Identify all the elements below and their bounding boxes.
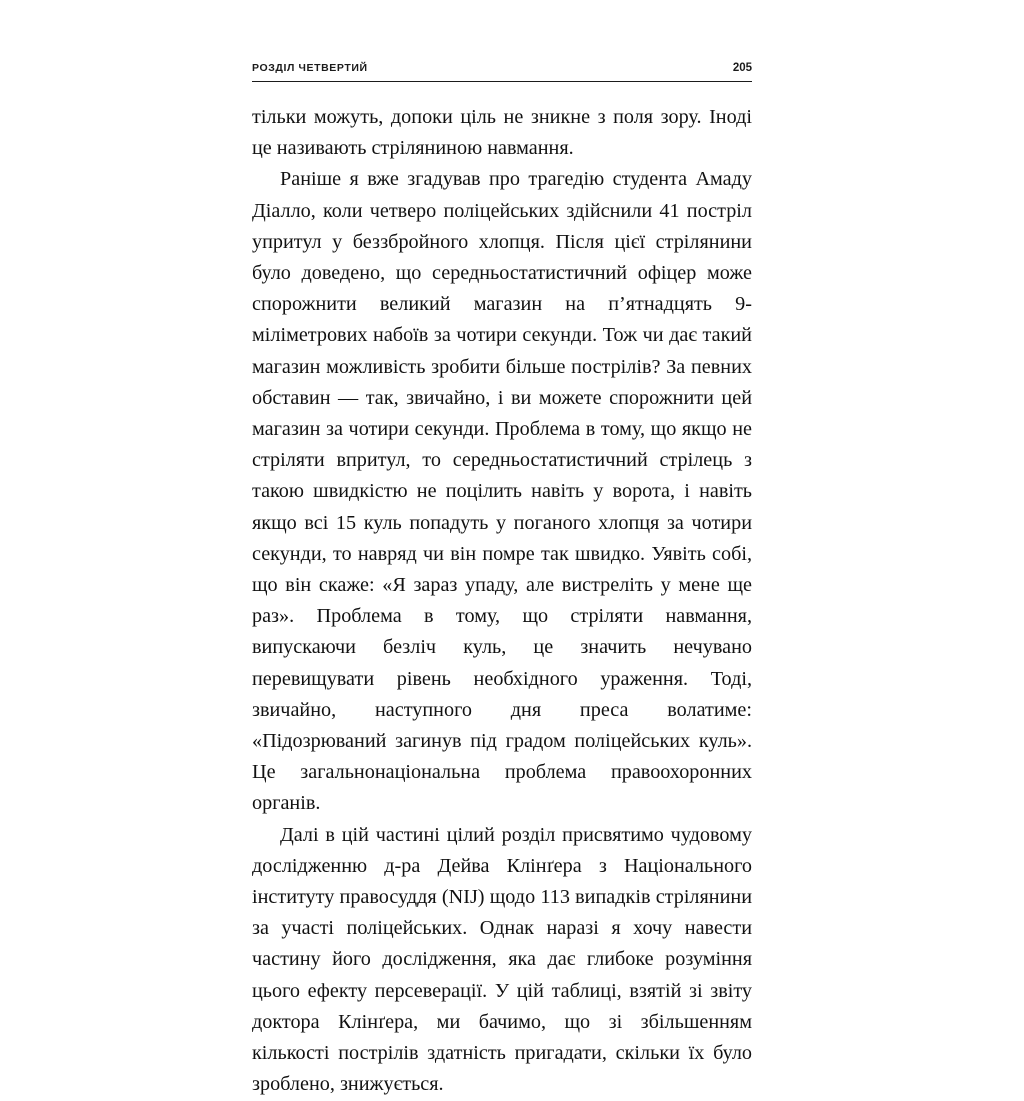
page-text-block — [252, 62, 752, 1101]
paragraph: Далі в цій частині цілий розділ присвятимо чудовому дослідженню д-ра Дейва Клінґера з Національного інституту правосуддя (NIJ) щодо 113 випадків стрілянини за участі поліцейських. Однак наразі я хочу навести частину його дослідження, яка дає глибоке розуміння цього ефекту персеверації. У цій таблиці, взятій зі звіту доктора Клінґера, ми бачимо, що зі збільшенням кількості пострілів здатність пригадати, скільки їх було зроблено, знижується. — [252, 823, 752, 1096]
body-text — [252, 102, 752, 1101]
running-head — [252, 62, 752, 82]
paragraph: Раніше я вже згадував про трагедію студента Амаду Діалло, коли четверо поліцейських здійснили 41 постріл упритул у беззбройного хлопця. Після цієї стрілянини було доведено, що середньостатистичний офіцер може спорожнити великий магазин на п’ятнадцять 9-міліметрових набоїв за чотири секунди. Тож чи дає такий магазин можливість зробити більше пострілів? За певних обставин — так, звичайно, і ви можете спорожнити цей магазин за чотири секунди. Проблема в тому, що якщо не стріляти впритул, то середньостатистичний стрілець з такою швидкістю не поцілить навіть у ворота, і навіть якщо всі 15 куль попадуть у поганого хлопця за чотири секунди, то навряд чи він помре так швидко. Уявіть собі, що він скаже: «Я зараз упаду, але вистреліть у мене ще раз». Проблема в тому, що стріляти навмання, випускаючи безліч куль, це значить нечувано перевищувати рівень необхідного ураження. Тоді, звичайно, наступного дня преса волатиме: «Підозрюваний загинув під градом поліцейських куль». Це загальнонаціональна проблема правоохоронних органів. — [252, 168, 752, 815]
chapter-title: РОЗДІЛ ЧЕТВЕРТИЙ — [252, 62, 368, 74]
page-number: 205 — [732, 62, 752, 74]
paragraph: тільки можуть, допоки ціль не зникне з поля зору. Іноді це називають стріляниною навмання. — [252, 106, 752, 160]
